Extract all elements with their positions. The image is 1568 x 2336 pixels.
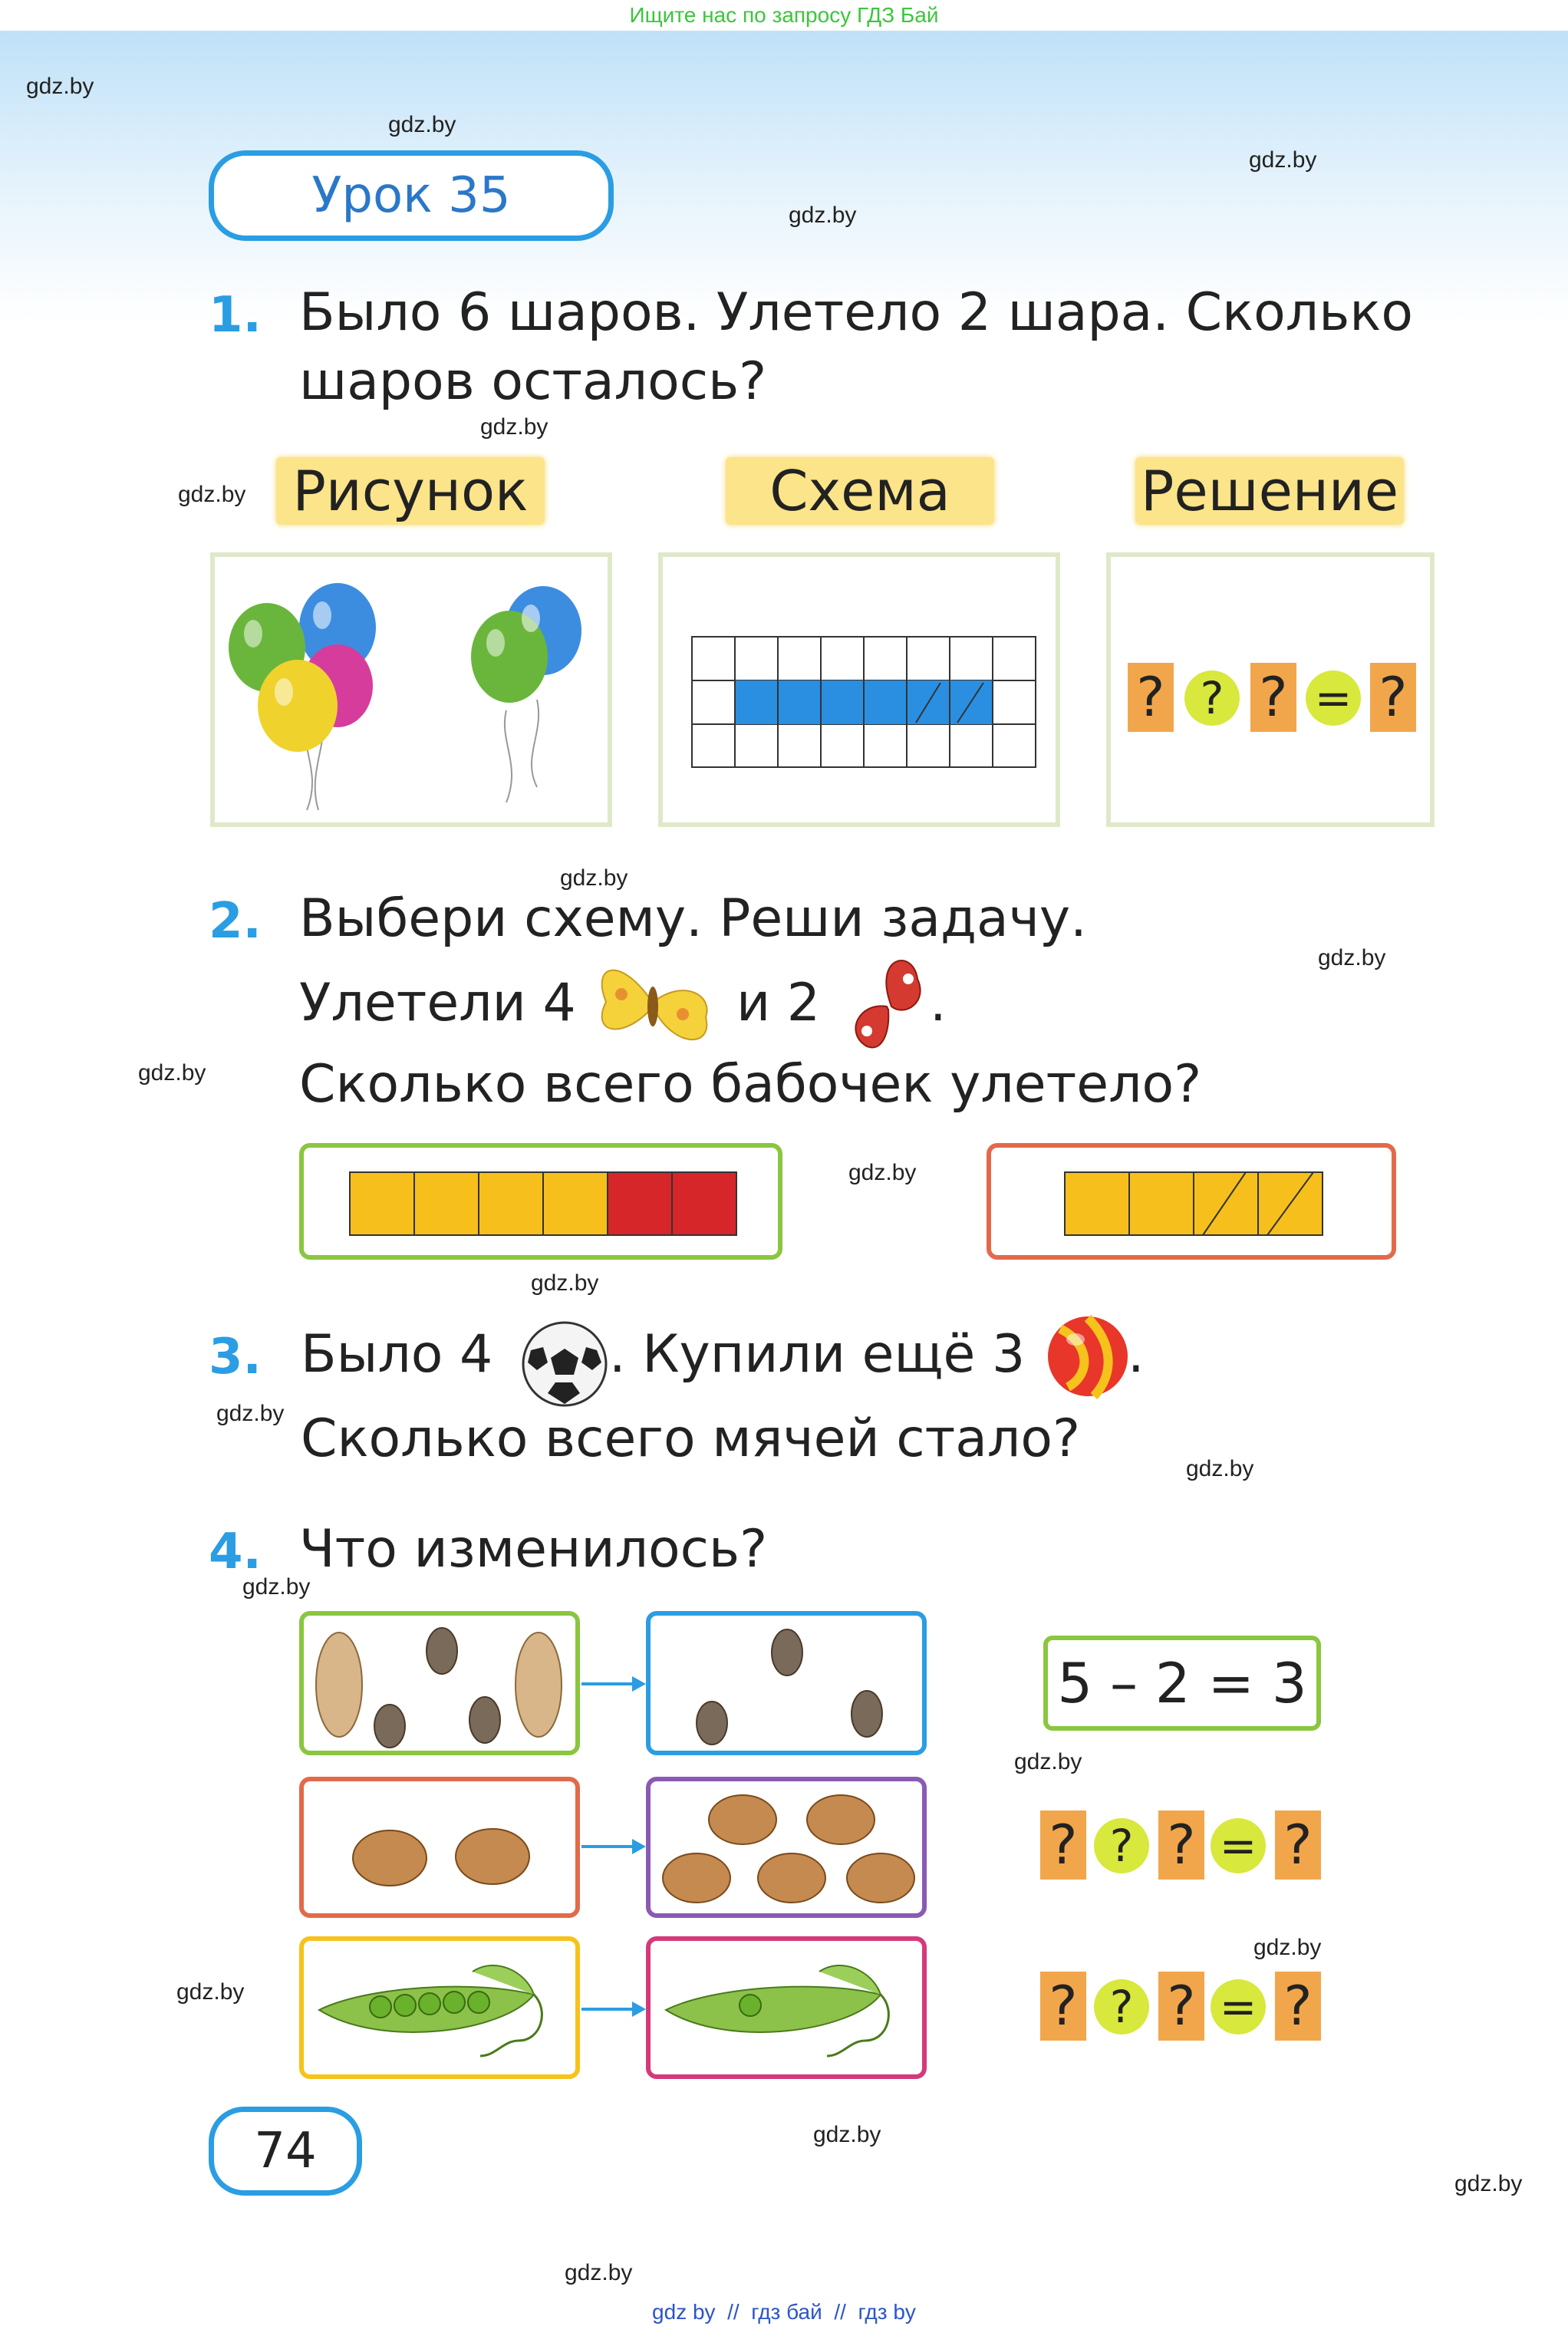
task-2-text-line2a: Улетели 4 xyxy=(299,973,576,1033)
walnuts-after-box xyxy=(646,1777,927,1918)
task-4-text-line1: Что изменилось? xyxy=(299,1519,768,1580)
striped-ball-icon xyxy=(1045,1313,1131,1399)
pea-pod-icon xyxy=(304,1941,575,2074)
task-1-number: 1. xyxy=(209,287,262,344)
watermark: gdz.by xyxy=(178,482,246,507)
balloon-group-right xyxy=(471,586,581,802)
scheme-a-cells xyxy=(304,1148,778,1255)
walnuts-icon xyxy=(651,1781,922,1913)
scheme-option-b[interactable] xyxy=(987,1143,1396,1260)
watermark: gdz.by xyxy=(789,203,857,228)
arrow-right-icon xyxy=(581,1998,646,2021)
task-1-text-line2: шаров осталось? xyxy=(299,351,767,412)
answer-box[interactable]: ? xyxy=(1158,1810,1204,1880)
watermark: gdz.by xyxy=(1186,1456,1254,1481)
equals-sign: = xyxy=(1306,670,1361,726)
watermark: gdz.by xyxy=(138,1060,206,1086)
task-3-text-line1a: Было 4 xyxy=(301,1324,493,1385)
footer-links xyxy=(0,2300,1568,2324)
watermark: gdz.by xyxy=(813,2122,881,2147)
answer-box[interactable]: ? xyxy=(1040,1810,1086,1880)
task-3-text-line2: Сколько всего мячей стало? xyxy=(301,1409,1081,1469)
footer-link-gdz-bai[interactable]: гдз бай xyxy=(751,2300,822,2324)
watermark: gdz.by xyxy=(1253,1935,1322,1960)
task-1-text-line1: Было 6 шаров. Улетело 2 шара. Сколько xyxy=(299,282,1413,343)
answer-box[interactable]: ? xyxy=(1250,663,1296,732)
label-solution: Решение xyxy=(1135,457,1404,525)
task-2-text-line1: Выбери схему. Реши задачу. xyxy=(299,888,1087,949)
solution-panel xyxy=(1106,552,1435,827)
scheme-b-cells xyxy=(991,1148,1392,1255)
page-number: 74 xyxy=(209,2107,362,2196)
red-butterfly-icon xyxy=(844,948,928,1056)
yellow-butterfly-icon xyxy=(591,948,713,1056)
watermark: gdz.by xyxy=(216,1401,285,1426)
picture-panel xyxy=(210,552,612,827)
answer-box[interactable]: ? xyxy=(1275,1810,1321,1880)
watermark: gdz.by xyxy=(1249,147,1317,173)
watermark: gdz.by xyxy=(242,1574,311,1600)
peapod-before-box xyxy=(299,1936,580,2079)
task-2-text-line3: Сколько всего бабочек улетело? xyxy=(299,1054,1202,1115)
watermark: gdz.by xyxy=(848,1160,917,1185)
answer-box[interactable]: ? xyxy=(1040,1972,1086,2041)
scheme-panel xyxy=(658,552,1060,827)
pine-cones-icon xyxy=(651,1616,922,1751)
arrow-right-icon xyxy=(581,1672,646,1695)
answer-box[interactable]: ? xyxy=(1275,1972,1321,2041)
watermark: gdz.by xyxy=(531,1270,599,1296)
top-banner[interactable]: Ищите нас по запросу ГДЗ Бай xyxy=(629,3,939,27)
lesson-title: Урок 35 xyxy=(209,150,614,241)
soccer-ball-icon xyxy=(520,1320,609,1409)
equals-sign: = xyxy=(1211,1979,1266,2035)
answer-box[interactable]: ? xyxy=(1370,663,1416,732)
task-2-text-line2b: и 2 xyxy=(736,973,821,1033)
task-2-number: 2. xyxy=(209,893,262,950)
task-2-text-line2c: . xyxy=(930,973,947,1033)
answer-box[interactable]: ? xyxy=(1128,663,1174,732)
watermark: gdz.by xyxy=(480,414,548,440)
answer-operator[interactable]: ? xyxy=(1094,1818,1149,1873)
watermark: gdz.by xyxy=(388,112,456,137)
answer-operator[interactable]: ? xyxy=(1094,1979,1149,2035)
scheme-grid xyxy=(663,557,1056,822)
walnuts-before-box xyxy=(299,1777,580,1918)
footer-link-gdz-by[interactable]: gdz by xyxy=(652,2300,716,2324)
label-picture: Рисунок xyxy=(276,457,545,525)
footer-separator: // xyxy=(834,2300,846,2324)
task-3-text-line1b: . Купили ещё 3 xyxy=(609,1324,1026,1385)
equation-box: 5 – 2 = 3 xyxy=(1043,1636,1321,1731)
footer-link-gdz-by-ru[interactable]: гдз by xyxy=(858,2300,916,2324)
task-3-number: 3. xyxy=(209,1329,262,1385)
watermark: gdz.by xyxy=(1014,1749,1082,1774)
watermark: gdz.by xyxy=(565,2260,633,2285)
cones-before-box xyxy=(299,1611,580,1755)
arrow-right-icon xyxy=(581,1835,646,1858)
equals-sign: = xyxy=(1211,1818,1266,1873)
answer-box[interactable]: ? xyxy=(1158,1972,1204,2041)
watermark: gdz.by xyxy=(560,865,628,891)
cones-after-box xyxy=(646,1611,927,1755)
peapod-after-box xyxy=(646,1936,927,2079)
task-3-text-line1c: . xyxy=(1128,1324,1145,1385)
balloon-group-left xyxy=(229,583,376,810)
task-4-number: 4. xyxy=(209,1524,262,1580)
watermark: gdz.by xyxy=(1454,2171,1523,2196)
balloons-illustration xyxy=(215,557,608,822)
watermark: gdz.by xyxy=(1318,945,1386,970)
scheme-option-a[interactable] xyxy=(299,1143,782,1260)
pine-cones-icon xyxy=(304,1616,575,1751)
pea-pod-icon xyxy=(651,1941,922,2074)
walnuts-icon xyxy=(304,1781,575,1913)
watermark: gdz.by xyxy=(176,1979,245,2005)
label-scheme: Схема xyxy=(726,457,994,525)
watermark: gdz.by xyxy=(26,74,94,99)
answer-operator[interactable]: ? xyxy=(1184,670,1240,726)
footer-separator: // xyxy=(727,2300,740,2324)
